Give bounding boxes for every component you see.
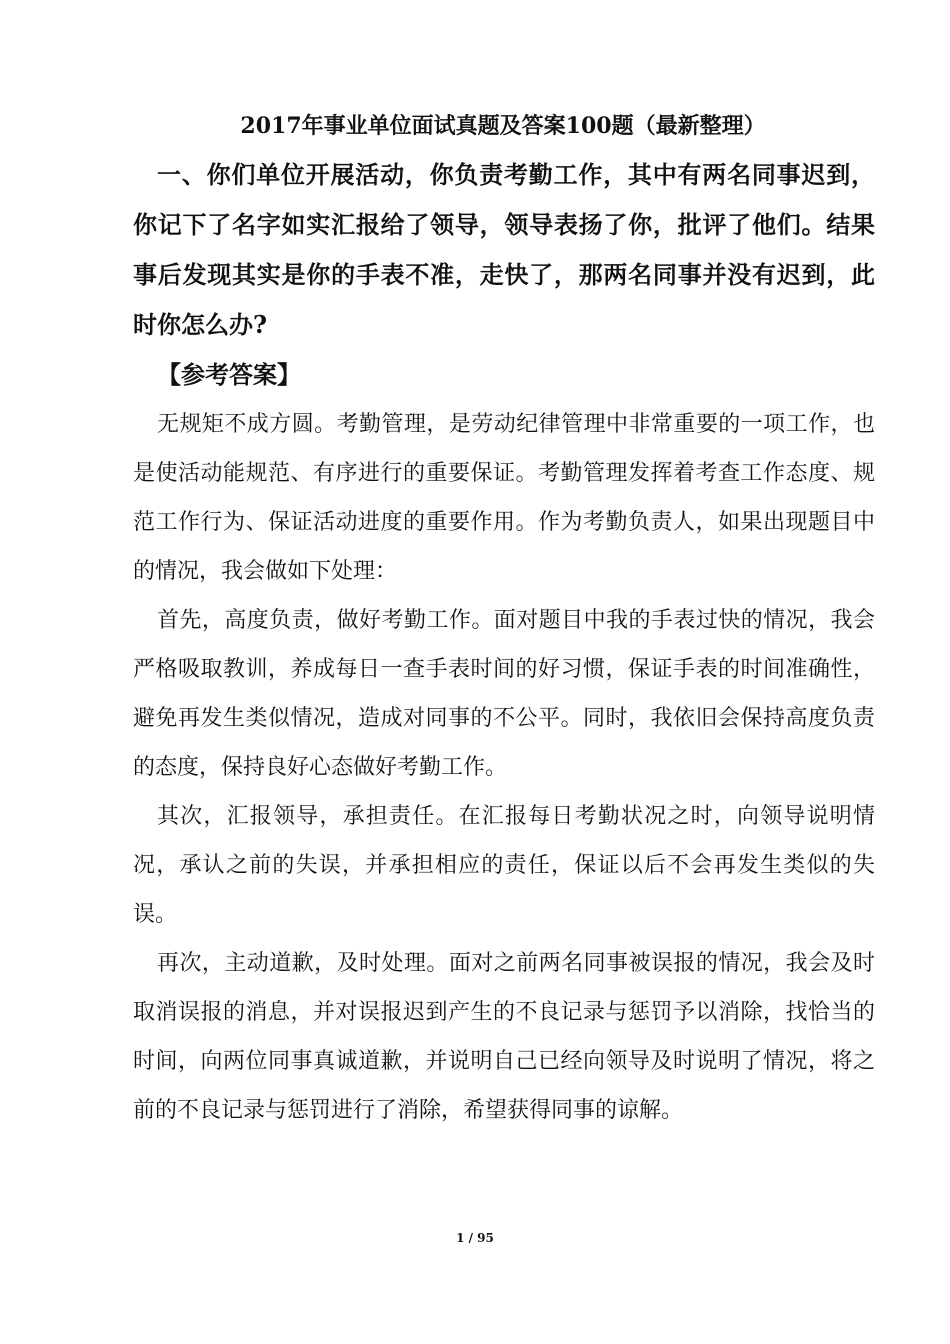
answer-paragraph: 再次，主动道歉，及时处理。面对之前两名同事被误报的情况，我会及时取消误报的消息，并对误报迟到产生的不良记录与惩罚予以消除，找恰当的时间，向两位同事真诚道歉，并说明自己已经向领导及时说明了情况，将之前的不良记录与惩罚进行了消除，希望获得同事的谅解。 <box>133 951 875 1123</box>
document-title: 2017年事业单位面试真题及答案100题（最新整理） <box>240 113 766 139</box>
answer-paragraph: 首先，高度负责，做好考勤工作。面对题目中我的手表过快的情况，我会严格吸取教训，养成每日一查手表时间的好习惯，保证手表的时间准确性，避免再发生类似情况，造成对同事的不公平。同时，我依旧会保持高度负责的态度，保持良好心态做好考勤工作。 <box>133 608 875 780</box>
answer-paragraph: 无规矩不成方圆。考勤管理，是劳动纪律管理中非常重要的一项工作，也是使活动能规范、有序进行的重要保证。考勤管理发挥着考查工作态度、规范工作行为、保证活动进度的重要作用。作为考勤负责人，如果出现题目中的情况，我会做如下处理： <box>133 412 875 584</box>
page-number: 1 / 95 <box>456 1231 494 1245</box>
answer-heading: 【参考答案】 <box>157 360 301 389</box>
interview-question: 一、你们单位开展活动，你负责考勤工作，其中有两名同事迟到，你记下了名字如实汇报给了领导，领导表扬了你，批评了他们。结果事后发现其实是你的手表不准，走快了，那两名同事并没有迟到，此时你怎么办? <box>133 160 875 339</box>
answer-paragraph: 其次，汇报领导，承担责任。在汇报每日考勤状况之时，向领导说明情况，承认之前的失误，并承担相应的责任，保证以后不会再发生类似的失误。 <box>133 804 875 927</box>
answer-body <box>133 400 875 1135</box>
